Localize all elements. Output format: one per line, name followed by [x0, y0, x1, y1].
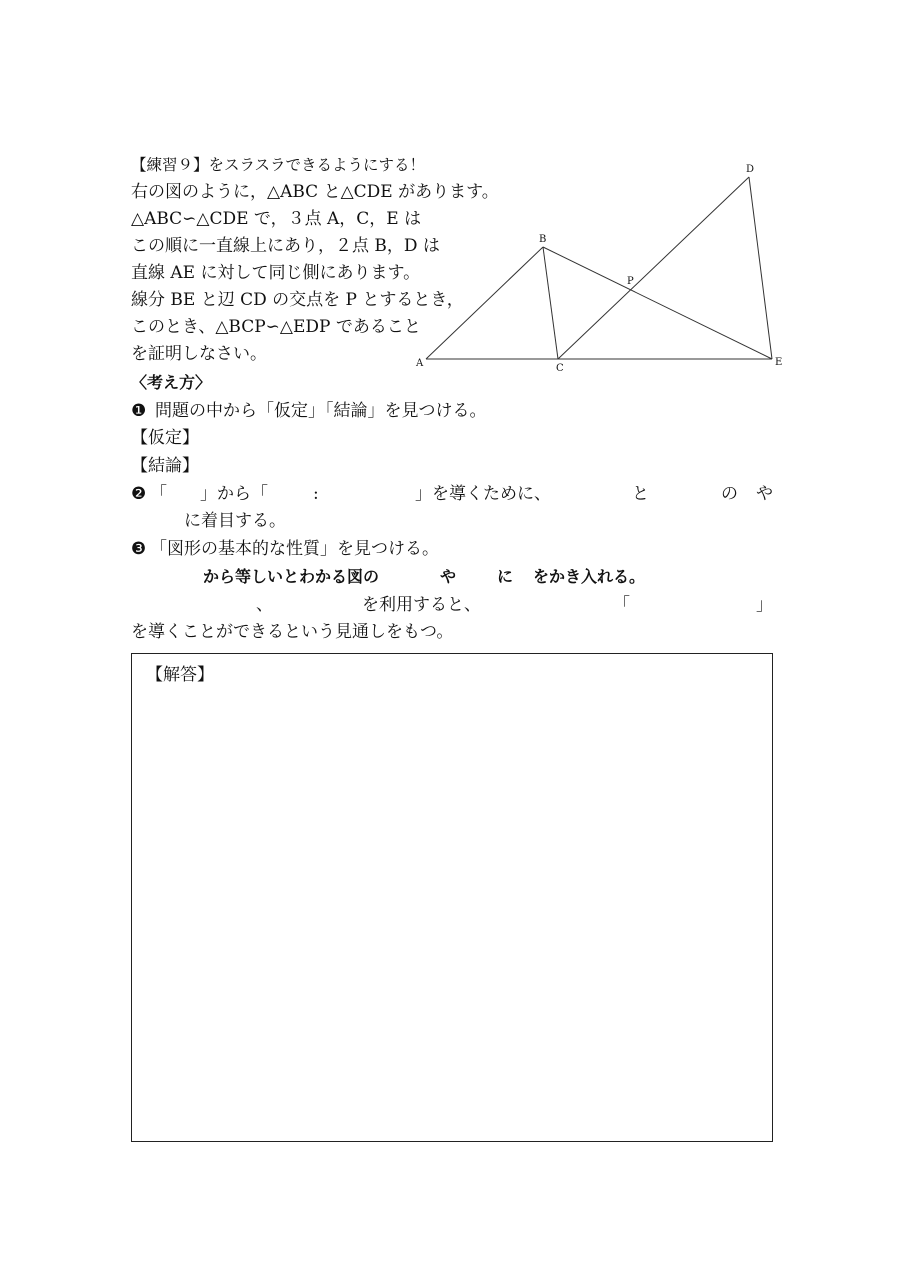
step3-text: 「図形の基本的な性質」を見つける。	[150, 539, 439, 559]
label-D: D	[746, 164, 755, 175]
label-E: E	[775, 357, 783, 368]
line-a-close-quote: 」	[756, 595, 773, 615]
label-C: C	[556, 363, 564, 374]
conclusion-label: 【結論】	[131, 456, 199, 476]
step2-no: の	[721, 484, 738, 504]
step3-bullet: ❸	[131, 539, 147, 559]
approach-heading: 〈考え方〉	[131, 373, 212, 392]
step2-and: と	[632, 484, 649, 504]
step1-text: 問題の中から「仮定」「結論」を見つける。	[155, 401, 487, 421]
exercise-title: 【練習９】をスラスラできるようにする！	[131, 156, 426, 174]
assumption-label: 【仮定】	[131, 428, 199, 448]
answer-box	[131, 653, 773, 1142]
line-a-comma: 、	[256, 595, 273, 615]
step2-continuation: に着目する。	[184, 511, 286, 531]
step2-ya: や	[756, 484, 773, 504]
hint-part-3: に	[497, 567, 514, 586]
step2-from-quote: 」から「	[200, 484, 268, 504]
step1-bullet: ❶	[131, 401, 147, 421]
problem-line-1: 右の図のように，△ABC と△CDE があります。	[131, 182, 499, 202]
hint-part-4: をかき入れる。	[533, 567, 646, 586]
line-b-text: を導くことができるという見通しをもつ。	[131, 622, 454, 642]
step2-open-quote: 「	[150, 484, 167, 504]
hint-part-1: から等しいとわかる図の	[203, 567, 380, 586]
step2-to-derive: 」を導くために、	[415, 484, 551, 504]
label-B: B	[539, 234, 547, 245]
problem-line-4: 直線 AE に対して同じ側にあります。	[131, 263, 421, 283]
line-a-open-quote: 「	[613, 595, 630, 615]
problem-line-7: を証明しなさい。	[131, 344, 267, 364]
problem-line-2: △ABC∽△CDE で，３点 A，C，E は	[131, 209, 422, 229]
hint-part-2: や	[440, 567, 457, 586]
step2-bullet: ❷	[131, 484, 147, 504]
problem-line-3: この順に一直線上にあり，２点 B，D は	[131, 236, 440, 256]
problem-line-6: このとき、△BCP∽△EDP であること	[131, 317, 421, 337]
segment-BC	[543, 247, 558, 359]
segment-AB	[426, 247, 543, 359]
triangle-figure	[410, 160, 790, 380]
answer-label: 【解答】	[146, 665, 214, 685]
label-A: A	[416, 358, 424, 369]
segment-DE	[749, 177, 772, 359]
line-a-using: を利用すると、	[362, 595, 481, 615]
step2-colon: :	[313, 484, 319, 504]
problem-line-5: 線分 BE と辺 CD の交点を P とするとき，	[131, 290, 464, 310]
label-P: P	[627, 276, 634, 287]
